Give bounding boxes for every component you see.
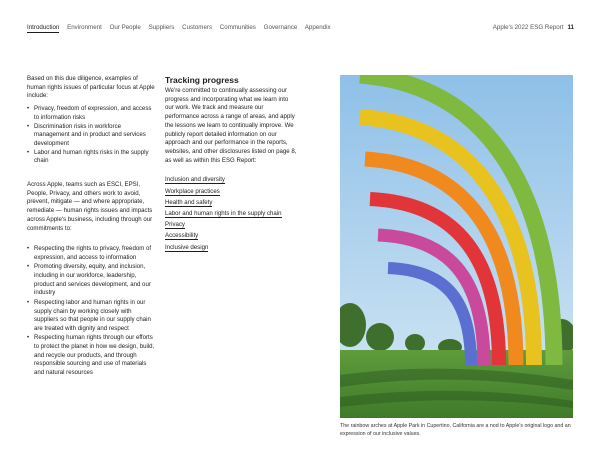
intro-paragraph: Based on this due diligence, examples of human rights issues of particular focus at Apple include: bbox=[27, 75, 155, 100]
list-item: • Labor and human rights risks in the supply chain bbox=[27, 149, 157, 166]
report-header bbox=[493, 24, 574, 31]
link-workplace-practices[interactable]: Workplace practices bbox=[165, 187, 220, 195]
teams-paragraph: Across Apple, teams such as ESCI, EPSI, People, Privacy, and others work to avoid, prevent, mitigate — and where appropriate, remediate — human rights issues and impacts across Apple's business, including through our commitments to: bbox=[27, 181, 153, 232]
list-item: • Promoting diversity, equity, and inclusion, including in our workforce, leadership, product and services development, and our industry bbox=[27, 263, 157, 298]
page-number: 11 bbox=[567, 24, 574, 31]
nav-governance[interactable]: Governance bbox=[263, 24, 298, 31]
rainbow-arches-photo bbox=[340, 75, 573, 418]
link-accessibility[interactable]: Accessibility bbox=[165, 232, 199, 240]
list-item: • Discrimination risks in workforce management and in product and services development bbox=[27, 123, 157, 149]
issues-list bbox=[27, 105, 157, 166]
link-privacy[interactable]: Privacy bbox=[165, 221, 185, 229]
human-rights-column bbox=[27, 75, 157, 379]
link-health-safety[interactable]: Health and safety bbox=[165, 198, 213, 206]
section-heading: Tracking progress bbox=[165, 75, 239, 85]
rainbow-arches-illustration bbox=[340, 75, 573, 418]
nav-environment[interactable]: Environment bbox=[67, 24, 102, 31]
tracking-paragraph: We're committed to continually assessing our progress and incorporating what we learn into our work. We track and measure our performance across a range of areas, and apply the lessons we learn to continually improve. We publicly report detailed information on our approach and our performance in the reports, websites, and other disclosures listed on page 8, as well as within this ESG Report: bbox=[165, 87, 297, 164]
list-item: • Respecting the rights to privacy, freedom of expression, and access to information bbox=[27, 245, 157, 262]
list-item: • Respecting human rights through our efforts to protect the planet in how we design, build, and recycle our products, and through responsible sourcing and use of materials and natural resources bbox=[27, 334, 157, 378]
nav-introduction[interactable]: Introduction bbox=[27, 24, 60, 31]
list-item: • Privacy, freedom of expression, and access to information risks bbox=[27, 105, 157, 122]
nav-communities[interactable]: Communities bbox=[219, 24, 256, 31]
report-title: Apple's 2022 ESG Report bbox=[492, 24, 564, 31]
photo-caption: The rainbow arches at Apple Park in Cupertino, California are a nod to Apple's original logo and an expression of our inclusive values. bbox=[340, 423, 571, 437]
nav-our-people[interactable]: Our People bbox=[109, 24, 141, 31]
nav-appendix[interactable]: Appendix bbox=[304, 24, 331, 31]
tracking-progress-column bbox=[165, 75, 297, 252]
nav-suppliers[interactable]: Suppliers bbox=[148, 24, 175, 31]
link-inclusive-design[interactable]: Inclusive design bbox=[165, 243, 209, 251]
report-links bbox=[165, 176, 297, 252]
nav-customers[interactable]: Customers bbox=[182, 24, 213, 31]
section-nav bbox=[27, 24, 337, 31]
link-labor-human-rights[interactable]: Labor and human rights in the supply chain bbox=[165, 209, 282, 217]
list-item: • Respecting labor and human rights in our supply chain by working closely with suppliers so that people in our supply chain are treated with dignity and respect bbox=[27, 299, 157, 334]
link-inclusion-diversity[interactable]: Inclusion and diversity bbox=[165, 176, 225, 184]
commitments-list bbox=[27, 245, 157, 378]
